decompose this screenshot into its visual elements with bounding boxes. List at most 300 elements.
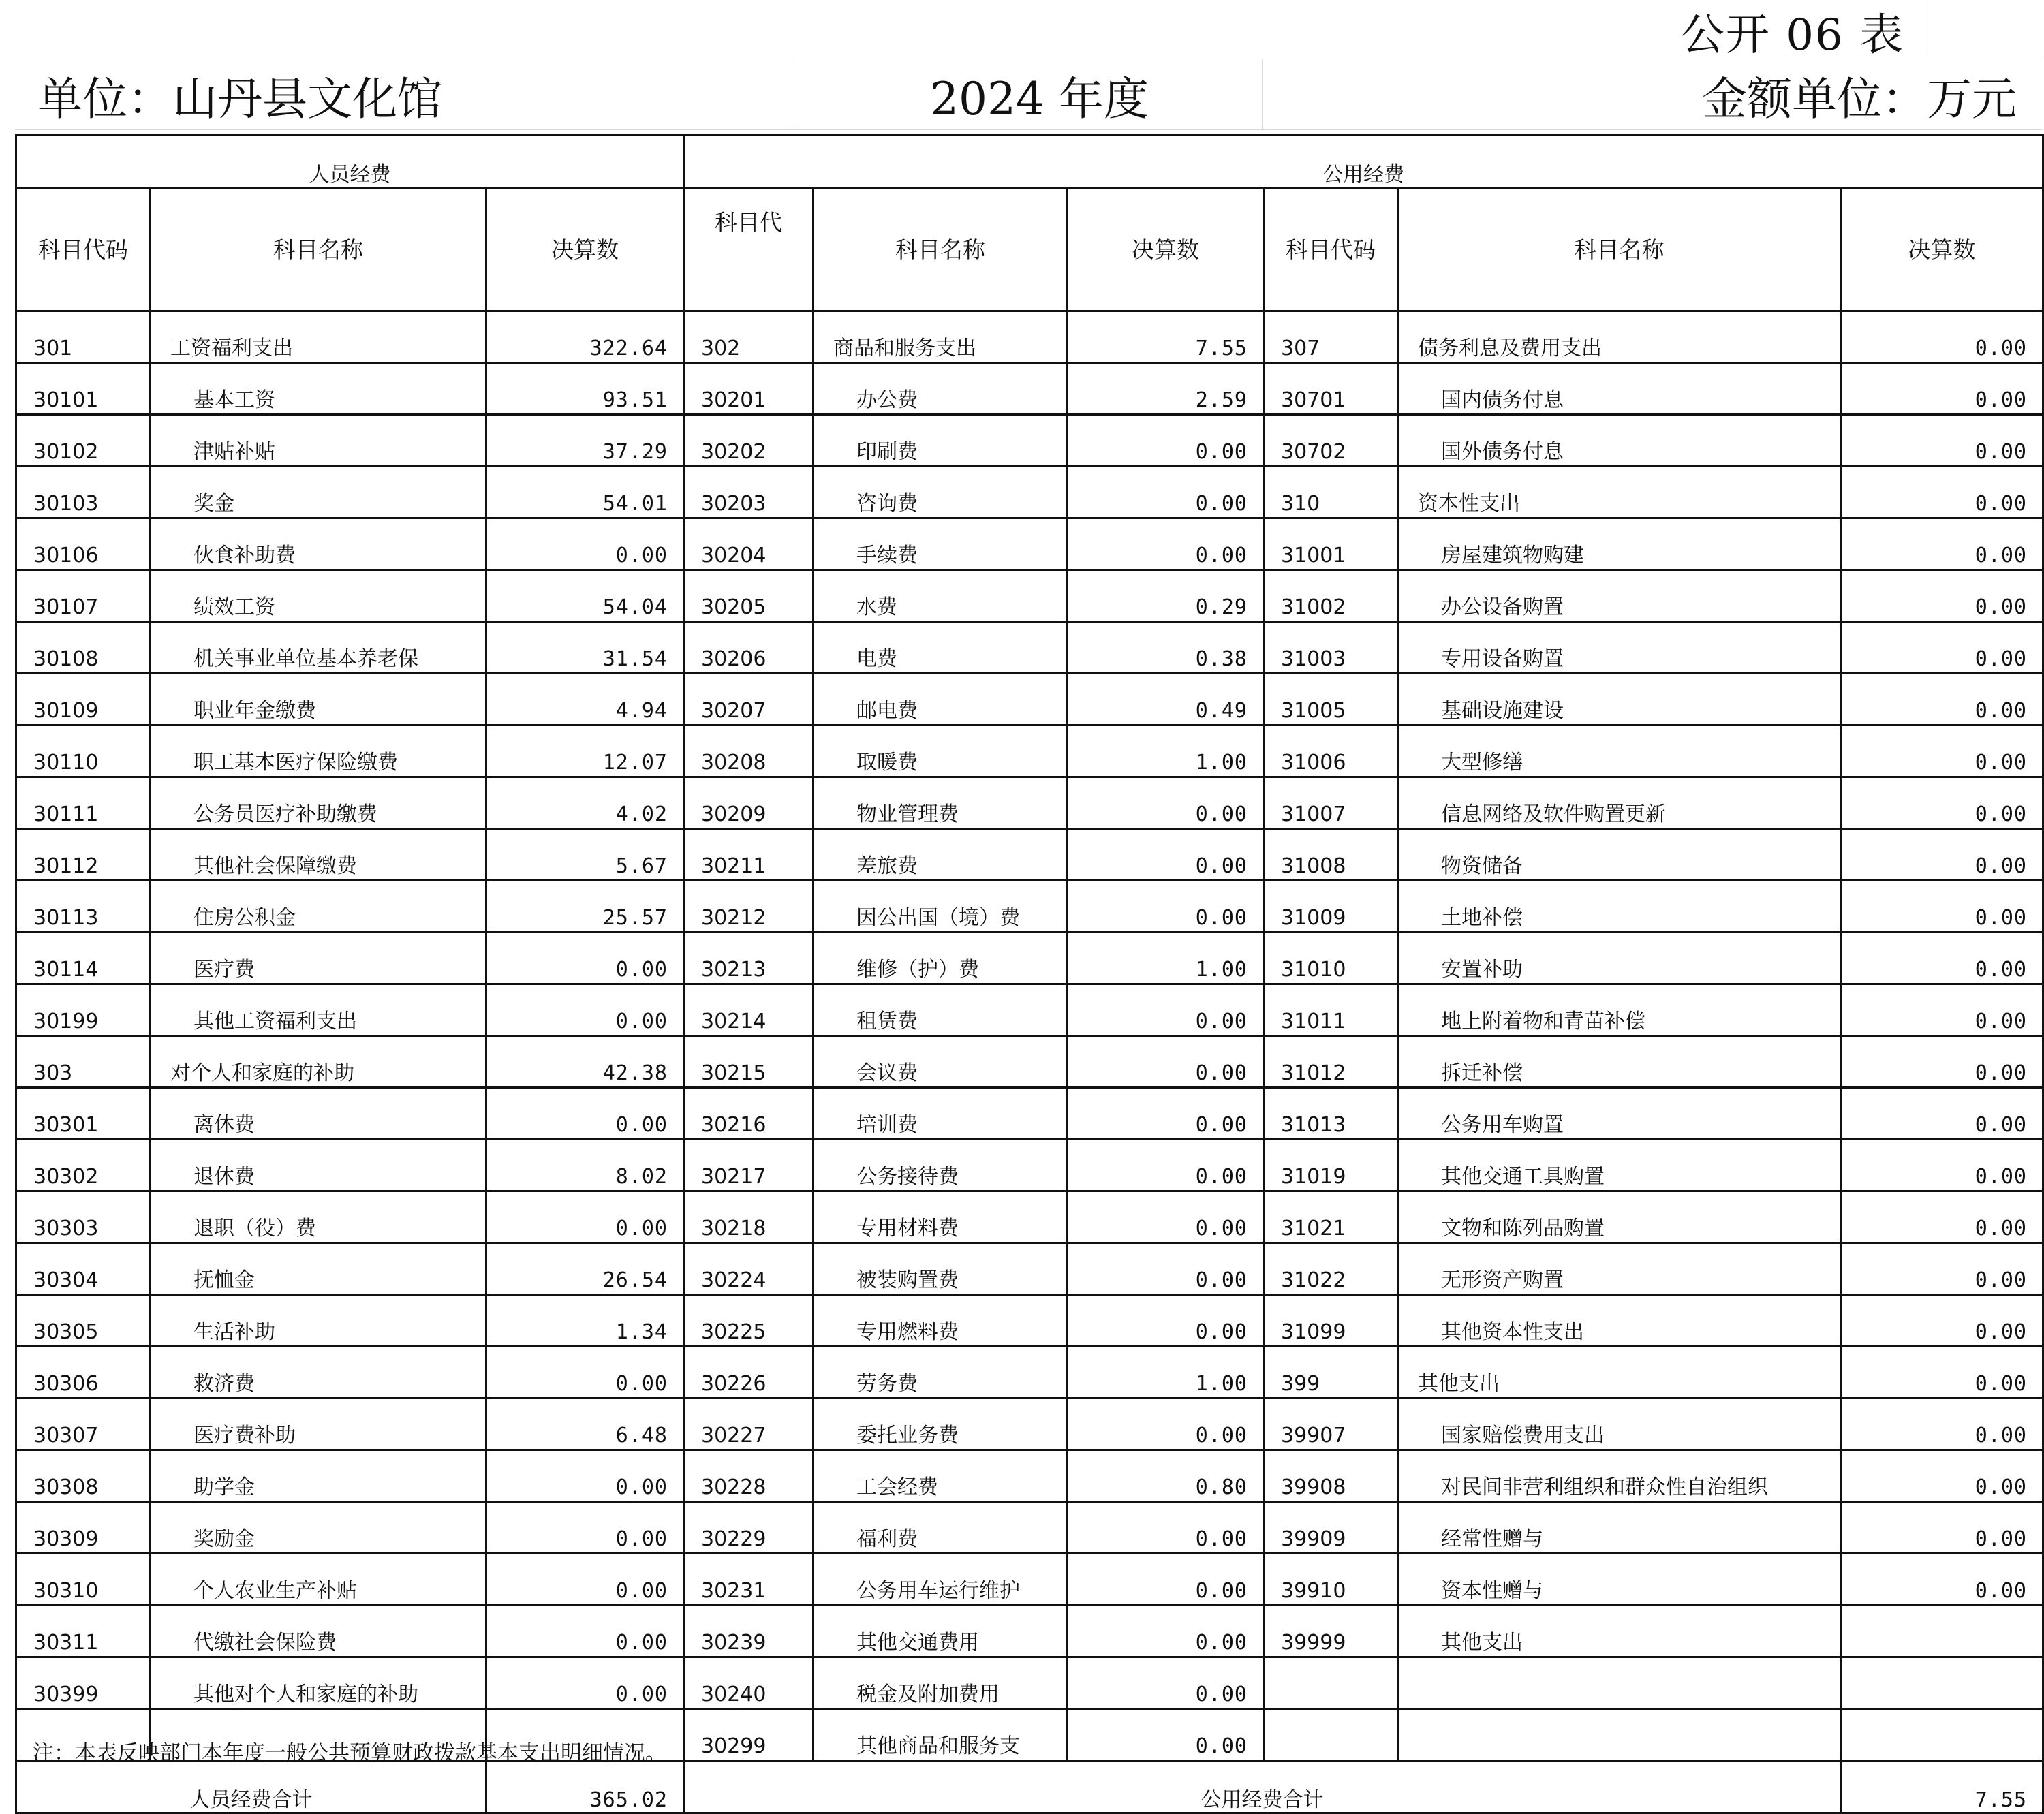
- subject-code: 30114: [16, 933, 151, 984]
- subject-name: 信息网络及软件购置更新: [1398, 777, 1841, 829]
- final-amount: 0.49: [1068, 674, 1264, 725]
- col-header-code: 科目代码: [1264, 188, 1398, 311]
- subject-code: 39907: [1264, 1398, 1398, 1450]
- subject-code: 30302: [16, 1140, 151, 1191]
- table-row: [16, 777, 2043, 829]
- table-row: [16, 881, 2043, 933]
- subject-name: 资本性支出: [1398, 467, 1841, 518]
- subject-code: 30212: [684, 881, 814, 933]
- final-amount: 0.00: [1841, 984, 2043, 1036]
- final-amount: 0.00: [1068, 1243, 1264, 1295]
- table-row: [16, 1398, 2043, 1450]
- subject-code: 30217: [684, 1140, 814, 1191]
- final-amount: 0.29: [1068, 570, 1264, 622]
- final-amount: 0.00: [1068, 777, 1264, 829]
- col-header-code: 科目代码: [16, 188, 151, 311]
- subject-name: 其他资本性支出: [1398, 1295, 1841, 1347]
- subject-name: 办公费: [814, 363, 1068, 415]
- final-amount: 0.00: [1841, 1036, 2043, 1088]
- subject-code: 31006: [1264, 725, 1398, 777]
- subject-code: 30310: [16, 1554, 151, 1606]
- subject-name: 公务员医疗补助缴费: [151, 777, 486, 829]
- subject-name: 对个人和家庭的补助: [151, 1036, 486, 1088]
- header-gridline-2: [1262, 59, 1263, 129]
- subject-name: 大型修缮: [1398, 725, 1841, 777]
- final-amount: 0.00: [1841, 415, 2043, 467]
- subject-code: 39908: [1264, 1450, 1398, 1502]
- subject-name: 手续费: [814, 518, 1068, 570]
- table-number: 公开 06 表: [1680, 10, 1904, 61]
- col-header-amount: 决算数: [1841, 188, 2043, 311]
- subject-name: 津贴补贴: [151, 415, 486, 467]
- final-amount: 0.00: [486, 1657, 684, 1709]
- subject-code: 30214: [684, 984, 814, 1036]
- subject-code: 31012: [1264, 1036, 1398, 1088]
- subject-name: 其他工资福利支出: [151, 984, 486, 1036]
- table-row: [16, 1140, 2043, 1191]
- subject-code: 30109: [16, 674, 151, 725]
- subject-name: 伙食补助费: [151, 518, 486, 570]
- final-amount: 0.00: [1841, 363, 2043, 415]
- final-amount: 54.01: [486, 467, 684, 518]
- final-amount: 0.00: [1841, 570, 2043, 622]
- subject-name: 绩效工资: [151, 570, 486, 622]
- final-amount: 0.00: [1841, 1398, 2043, 1450]
- table-row: [16, 1295, 2043, 1347]
- subject-name: 对民间非营利组织和群众性自治组织: [1398, 1450, 1841, 1502]
- col-header-name: 科目名称: [151, 188, 486, 311]
- subject-code: 30103: [16, 467, 151, 518]
- subject-code: 31019: [1264, 1140, 1398, 1191]
- subject-name: 个人农业生产补贴: [151, 1554, 486, 1606]
- subject-code: 30308: [16, 1450, 151, 1502]
- subject-name: 被装购置费: [814, 1243, 1068, 1295]
- subject-name: 医疗费: [151, 933, 486, 984]
- final-amount: 0.00: [486, 1450, 684, 1502]
- subject-code: 39999: [1264, 1606, 1398, 1657]
- subject-name: 差旅费: [814, 829, 1068, 881]
- total-public-label: 公用经费合计: [684, 1761, 1841, 1813]
- subject-name: 生活补助: [151, 1295, 486, 1347]
- table-row: [16, 1502, 2043, 1554]
- final-amount: 0.00: [1841, 518, 2043, 570]
- final-amount: 1.00: [1068, 1347, 1264, 1398]
- final-amount: 2.59: [1068, 363, 1264, 415]
- final-amount: 25.57: [486, 881, 684, 933]
- subject-code: 31021: [1264, 1191, 1398, 1243]
- subject-name: 劳务费: [814, 1347, 1068, 1398]
- final-amount: 54.04: [486, 570, 684, 622]
- col-header-name: 科目名称: [1398, 188, 1841, 311]
- total-personnel-label: 人员经费合计: [16, 1761, 486, 1813]
- final-amount: 7.55: [1068, 311, 1264, 363]
- expenditure-table: [15, 134, 2044, 1814]
- table-row: [16, 725, 2043, 777]
- subject-name: 培训费: [814, 1088, 1068, 1140]
- subject-code: [1264, 1657, 1398, 1709]
- final-amount: 0.00: [486, 933, 684, 984]
- subject-name: 抚恤金: [151, 1243, 486, 1295]
- subject-code: 30304: [16, 1243, 151, 1295]
- subject-code: 30303: [16, 1191, 151, 1243]
- subject-name: 办公设备购置: [1398, 570, 1841, 622]
- subject-name: 基础设施建设: [1398, 674, 1841, 725]
- subject-code: 30108: [16, 622, 151, 674]
- subject-name: 商品和服务支出: [814, 311, 1068, 363]
- final-amount: 31.54: [486, 622, 684, 674]
- subject-code: 30226: [684, 1347, 814, 1398]
- final-amount: 0.00: [1068, 984, 1264, 1036]
- final-amount: 0.00: [1068, 881, 1264, 933]
- subject-code: 30203: [684, 467, 814, 518]
- final-amount: 0.00: [1841, 1502, 2043, 1554]
- subject-code: 30204: [684, 518, 814, 570]
- subject-code: 31007: [1264, 777, 1398, 829]
- subject-name: 资本性赠与: [1398, 1554, 1841, 1606]
- subject-code: 30307: [16, 1398, 151, 1450]
- final-amount: 42.38: [486, 1036, 684, 1088]
- subject-name: 福利费: [814, 1502, 1068, 1554]
- subject-code: 30202: [684, 415, 814, 467]
- subject-code: 31022: [1264, 1243, 1398, 1295]
- subject-name: 退休费: [151, 1140, 486, 1191]
- subject-name: 委托业务费: [814, 1398, 1068, 1450]
- subject-code: 30702: [1264, 415, 1398, 467]
- subject-code: 30225: [684, 1295, 814, 1347]
- subject-code: 30215: [684, 1036, 814, 1088]
- subject-code: 30211: [684, 829, 814, 881]
- subject-name: 助学金: [151, 1450, 486, 1502]
- subject-name: 经常性赠与: [1398, 1502, 1841, 1554]
- subject-name: [1398, 1657, 1841, 1709]
- table-row: [16, 829, 2043, 881]
- footnote: 注：本表反映部门本年度一般公共预算财政拨款基本支出明细情况。: [33, 1741, 666, 1766]
- subject-name: 代缴社会保险费: [151, 1606, 486, 1657]
- final-amount: 0.00: [1841, 829, 2043, 881]
- final-amount: 5.67: [486, 829, 684, 881]
- subject-name: 职业年金缴费: [151, 674, 486, 725]
- table-row: [16, 1606, 2043, 1657]
- subject-name: 维修（护）费: [814, 933, 1068, 984]
- subject-name: 基本工资: [151, 363, 486, 415]
- subject-code: 303: [16, 1036, 151, 1088]
- subject-code: 30301: [16, 1088, 151, 1140]
- final-amount: 0.00: [1841, 311, 2043, 363]
- subject-name: 国内债务付息: [1398, 363, 1841, 415]
- subject-name: 其他社会保障缴费: [151, 829, 486, 881]
- final-amount: 0.00: [1841, 1140, 2043, 1191]
- subject-code: 31013: [1264, 1088, 1398, 1140]
- subject-name: 其他支出: [1398, 1606, 1841, 1657]
- final-amount: 0.00: [1068, 829, 1264, 881]
- subject-name: 公务接待费: [814, 1140, 1068, 1191]
- col-header-amount: 决算数: [1068, 188, 1264, 311]
- subject-code: 30112: [16, 829, 151, 881]
- subject-code: 31010: [1264, 933, 1398, 984]
- subject-name: 房屋建筑物购建: [1398, 518, 1841, 570]
- final-amount: 0.00: [1068, 1088, 1264, 1140]
- table-row: [16, 674, 2043, 725]
- col-header-amount: 决算数: [486, 188, 684, 311]
- final-amount: 0.00: [486, 1606, 684, 1657]
- table-body: [16, 311, 2043, 1761]
- subject-name: 专用材料费: [814, 1191, 1068, 1243]
- subject-name: 工会经费: [814, 1450, 1068, 1502]
- table-row: [16, 1036, 2043, 1088]
- subject-code: 30207: [684, 674, 814, 725]
- subject-name: 离休费: [151, 1088, 486, 1140]
- final-amount: 0.00: [1841, 1347, 2043, 1398]
- final-amount: 0.00: [1068, 518, 1264, 570]
- subject-name: 物业管理费: [814, 777, 1068, 829]
- final-amount: 0.00: [1068, 467, 1264, 518]
- subject-code: 39909: [1264, 1502, 1398, 1554]
- final-amount: [1841, 1606, 2043, 1657]
- subject-code: 30305: [16, 1295, 151, 1347]
- final-amount: 0.00: [1068, 1709, 1264, 1761]
- subject-code: 30299: [684, 1709, 814, 1761]
- subject-name: 地上附着物和青苗补偿: [1398, 984, 1841, 1036]
- final-amount: 26.54: [486, 1243, 684, 1295]
- final-amount: 4.94: [486, 674, 684, 725]
- subject-code: 31005: [1264, 674, 1398, 725]
- subject-name: 住房公积金: [151, 881, 486, 933]
- subject-name: 其他商品和服务支: [814, 1709, 1068, 1761]
- final-amount: 0.00: [1841, 933, 2043, 984]
- subject-code: 30228: [684, 1450, 814, 1502]
- subject-code: 30199: [16, 984, 151, 1036]
- final-amount: 93.51: [486, 363, 684, 415]
- subject-name: 无形资产购置: [1398, 1243, 1841, 1295]
- table-row: [16, 467, 2043, 518]
- subject-name: 咨询费: [814, 467, 1068, 518]
- final-amount: 0.00: [1068, 1657, 1264, 1709]
- table-row: [16, 1088, 2043, 1140]
- final-amount: 0.00: [1841, 622, 2043, 674]
- subject-name: 税金及附加费用: [814, 1657, 1068, 1709]
- final-amount: 0.00: [1068, 1140, 1264, 1191]
- final-amount: 12.07: [486, 725, 684, 777]
- subject-code: 30106: [16, 518, 151, 570]
- subject-name: 奖金: [151, 467, 486, 518]
- subject-name: 取暖费: [814, 725, 1068, 777]
- subject-name: 工资福利支出: [151, 311, 486, 363]
- subject-name: 电费: [814, 622, 1068, 674]
- subject-code: 30113: [16, 881, 151, 933]
- unit-label: 单位：山丹县文化馆: [37, 73, 442, 125]
- subject-code: 30101: [16, 363, 151, 415]
- final-amount: 0.00: [1841, 1450, 2043, 1502]
- subject-code: 399: [1264, 1347, 1398, 1398]
- subject-code: 31099: [1264, 1295, 1398, 1347]
- subject-code: 31003: [1264, 622, 1398, 674]
- final-amount: 0.00: [1068, 1295, 1264, 1347]
- final-amount: 0.00: [1841, 1243, 2043, 1295]
- subject-code: 30110: [16, 725, 151, 777]
- subject-code: 30224: [684, 1243, 814, 1295]
- subject-name: 机关事业单位基本养老保: [151, 622, 486, 674]
- subject-name: 会议费: [814, 1036, 1068, 1088]
- subject-code: 302: [684, 311, 814, 363]
- table-row: [16, 1657, 2043, 1709]
- table-row: [16, 570, 2043, 622]
- table-row: [16, 622, 2043, 674]
- subject-name: 专用燃料费: [814, 1295, 1068, 1347]
- subject-code: 30107: [16, 570, 151, 622]
- table-row: [16, 415, 2043, 467]
- subject-name: 奖励金: [151, 1502, 486, 1554]
- final-amount: 0.00: [1068, 1191, 1264, 1243]
- subject-code: 30209: [684, 777, 814, 829]
- final-amount: 0.00: [1841, 1295, 2043, 1347]
- year-label: 2024 年度: [930, 73, 1149, 125]
- subject-name: 其他交通费用: [814, 1606, 1068, 1657]
- table-row: [16, 518, 2043, 570]
- subject-code: 31011: [1264, 984, 1398, 1036]
- table-row: [16, 363, 2043, 415]
- final-amount: 1.34: [486, 1295, 684, 1347]
- subject-name: 水费: [814, 570, 1068, 622]
- final-amount: 0.00: [1841, 674, 2043, 725]
- table-row: [16, 1243, 2043, 1295]
- final-amount: 0.00: [486, 1554, 684, 1606]
- subject-name: 其他支出: [1398, 1347, 1841, 1398]
- col-header-name: 科目名称: [814, 188, 1068, 311]
- final-amount: 8.02: [486, 1140, 684, 1191]
- final-amount: 0.00: [1841, 1088, 2043, 1140]
- subject-name: 公务用车购置: [1398, 1088, 1841, 1140]
- subject-name: 医疗费补助: [151, 1398, 486, 1450]
- final-amount: 6.48: [486, 1398, 684, 1450]
- subject-code: 30229: [684, 1502, 814, 1554]
- subject-name: 拆迁补偿: [1398, 1036, 1841, 1088]
- table-row: [16, 984, 2043, 1036]
- final-amount: [1841, 1657, 2043, 1709]
- table-row: [16, 1191, 2043, 1243]
- subject-code: 30201: [684, 363, 814, 415]
- final-amount: 0.38: [1068, 622, 1264, 674]
- subject-code: 31008: [1264, 829, 1398, 881]
- subject-code: 30240: [684, 1657, 814, 1709]
- final-amount: 0.00: [486, 1191, 684, 1243]
- final-amount: 0.00: [1068, 1502, 1264, 1554]
- table-row: [16, 1347, 2043, 1398]
- subject-code: 30231: [684, 1554, 814, 1606]
- subject-code: 30205: [684, 570, 814, 622]
- subject-name: 因公出国（境）费: [814, 881, 1068, 933]
- total-public-value: 7.55: [1841, 1761, 2043, 1813]
- subject-name: 邮电费: [814, 674, 1068, 725]
- subject-name: 公务用车运行维护: [814, 1554, 1068, 1606]
- group-header-personnel: 人员经费: [16, 136, 684, 188]
- final-amount: 0.00: [486, 1088, 684, 1140]
- subject-code: 31001: [1264, 518, 1398, 570]
- final-amount: 0.00: [1841, 1554, 2043, 1606]
- subject-code: 30309: [16, 1502, 151, 1554]
- subject-code: 30216: [684, 1088, 814, 1140]
- final-amount: 4.02: [486, 777, 684, 829]
- table-row: [16, 1554, 2043, 1606]
- subject-name: 其他对个人和家庭的补助: [151, 1657, 486, 1709]
- subject-name: 租赁费: [814, 984, 1068, 1036]
- subject-name: 物资储备: [1398, 829, 1841, 881]
- final-amount: 0.00: [1841, 725, 2043, 777]
- final-amount: 37.29: [486, 415, 684, 467]
- subject-code: 30227: [684, 1398, 814, 1450]
- subject-name: 其他交通工具购置: [1398, 1140, 1841, 1191]
- subject-name: 印刷费: [814, 415, 1068, 467]
- subject-code: 301: [16, 311, 151, 363]
- subject-code: 39910: [1264, 1554, 1398, 1606]
- subject-code: 30111: [16, 777, 151, 829]
- subject-code: 30206: [684, 622, 814, 674]
- final-amount: 0.00: [486, 1502, 684, 1554]
- final-amount: 0.00: [1841, 777, 2043, 829]
- table-row: [16, 933, 2043, 984]
- subject-name: 国家赔偿费用支出: [1398, 1398, 1841, 1450]
- final-amount: 0.80: [1068, 1450, 1264, 1502]
- subject-code: 30213: [684, 933, 814, 984]
- subject-name: 退职（役）费: [151, 1191, 486, 1243]
- subject-name: 救济费: [151, 1347, 486, 1398]
- final-amount: 0.00: [1068, 1554, 1264, 1606]
- subject-code: 30306: [16, 1347, 151, 1398]
- total-personnel-value: 365.02: [486, 1761, 684, 1813]
- subject-name: 文物和陈列品购置: [1398, 1191, 1841, 1243]
- table-row: [16, 311, 2043, 363]
- subject-code: 30208: [684, 725, 814, 777]
- subject-code: 30102: [16, 415, 151, 467]
- subject-name: [1398, 1709, 1841, 1761]
- final-amount: 1.00: [1068, 725, 1264, 777]
- final-amount: 0.00: [1841, 881, 2043, 933]
- subject-code: [1264, 1709, 1398, 1761]
- table-row: [16, 1450, 2043, 1502]
- final-amount: 0.00: [1068, 1036, 1264, 1088]
- subject-code: 30311: [16, 1606, 151, 1657]
- subject-code: 31009: [1264, 881, 1398, 933]
- final-amount: 1.00: [1068, 933, 1264, 984]
- final-amount: 0.00: [1068, 1398, 1264, 1450]
- subject-name: 安置补助: [1398, 933, 1841, 984]
- col-header-code: 科目代: [684, 188, 814, 311]
- final-amount: 0.00: [1841, 467, 2043, 518]
- final-amount: 0.00: [486, 984, 684, 1036]
- subject-code: 307: [1264, 311, 1398, 363]
- subject-name: 职工基本医疗保险缴费: [151, 725, 486, 777]
- subject-code: 31002: [1264, 570, 1398, 622]
- final-amount: 0.00: [1068, 415, 1264, 467]
- final-amount: 0.00: [1068, 1606, 1264, 1657]
- header-bottom-gridline: [15, 129, 2042, 130]
- group-header-public: 公用经费: [684, 136, 2043, 188]
- final-amount: 0.00: [486, 1347, 684, 1398]
- subject-code: 30399: [16, 1657, 151, 1709]
- final-amount: [1841, 1709, 2043, 1761]
- subject-name: 国外债务付息: [1398, 415, 1841, 467]
- subject-code: 30701: [1264, 363, 1398, 415]
- final-amount: 322.64: [486, 311, 684, 363]
- subject-name: 专用设备购置: [1398, 622, 1841, 674]
- final-amount: 0.00: [1841, 1191, 2043, 1243]
- subject-name: 债务利息及费用支出: [1398, 311, 1841, 363]
- money-unit-label: 金额单位：万元: [1702, 73, 2017, 125]
- subject-code: 310: [1264, 467, 1398, 518]
- subject-name: 土地补偿: [1398, 881, 1841, 933]
- subject-code: 30218: [684, 1191, 814, 1243]
- subject-code: 30239: [684, 1606, 814, 1657]
- final-amount: 0.00: [486, 518, 684, 570]
